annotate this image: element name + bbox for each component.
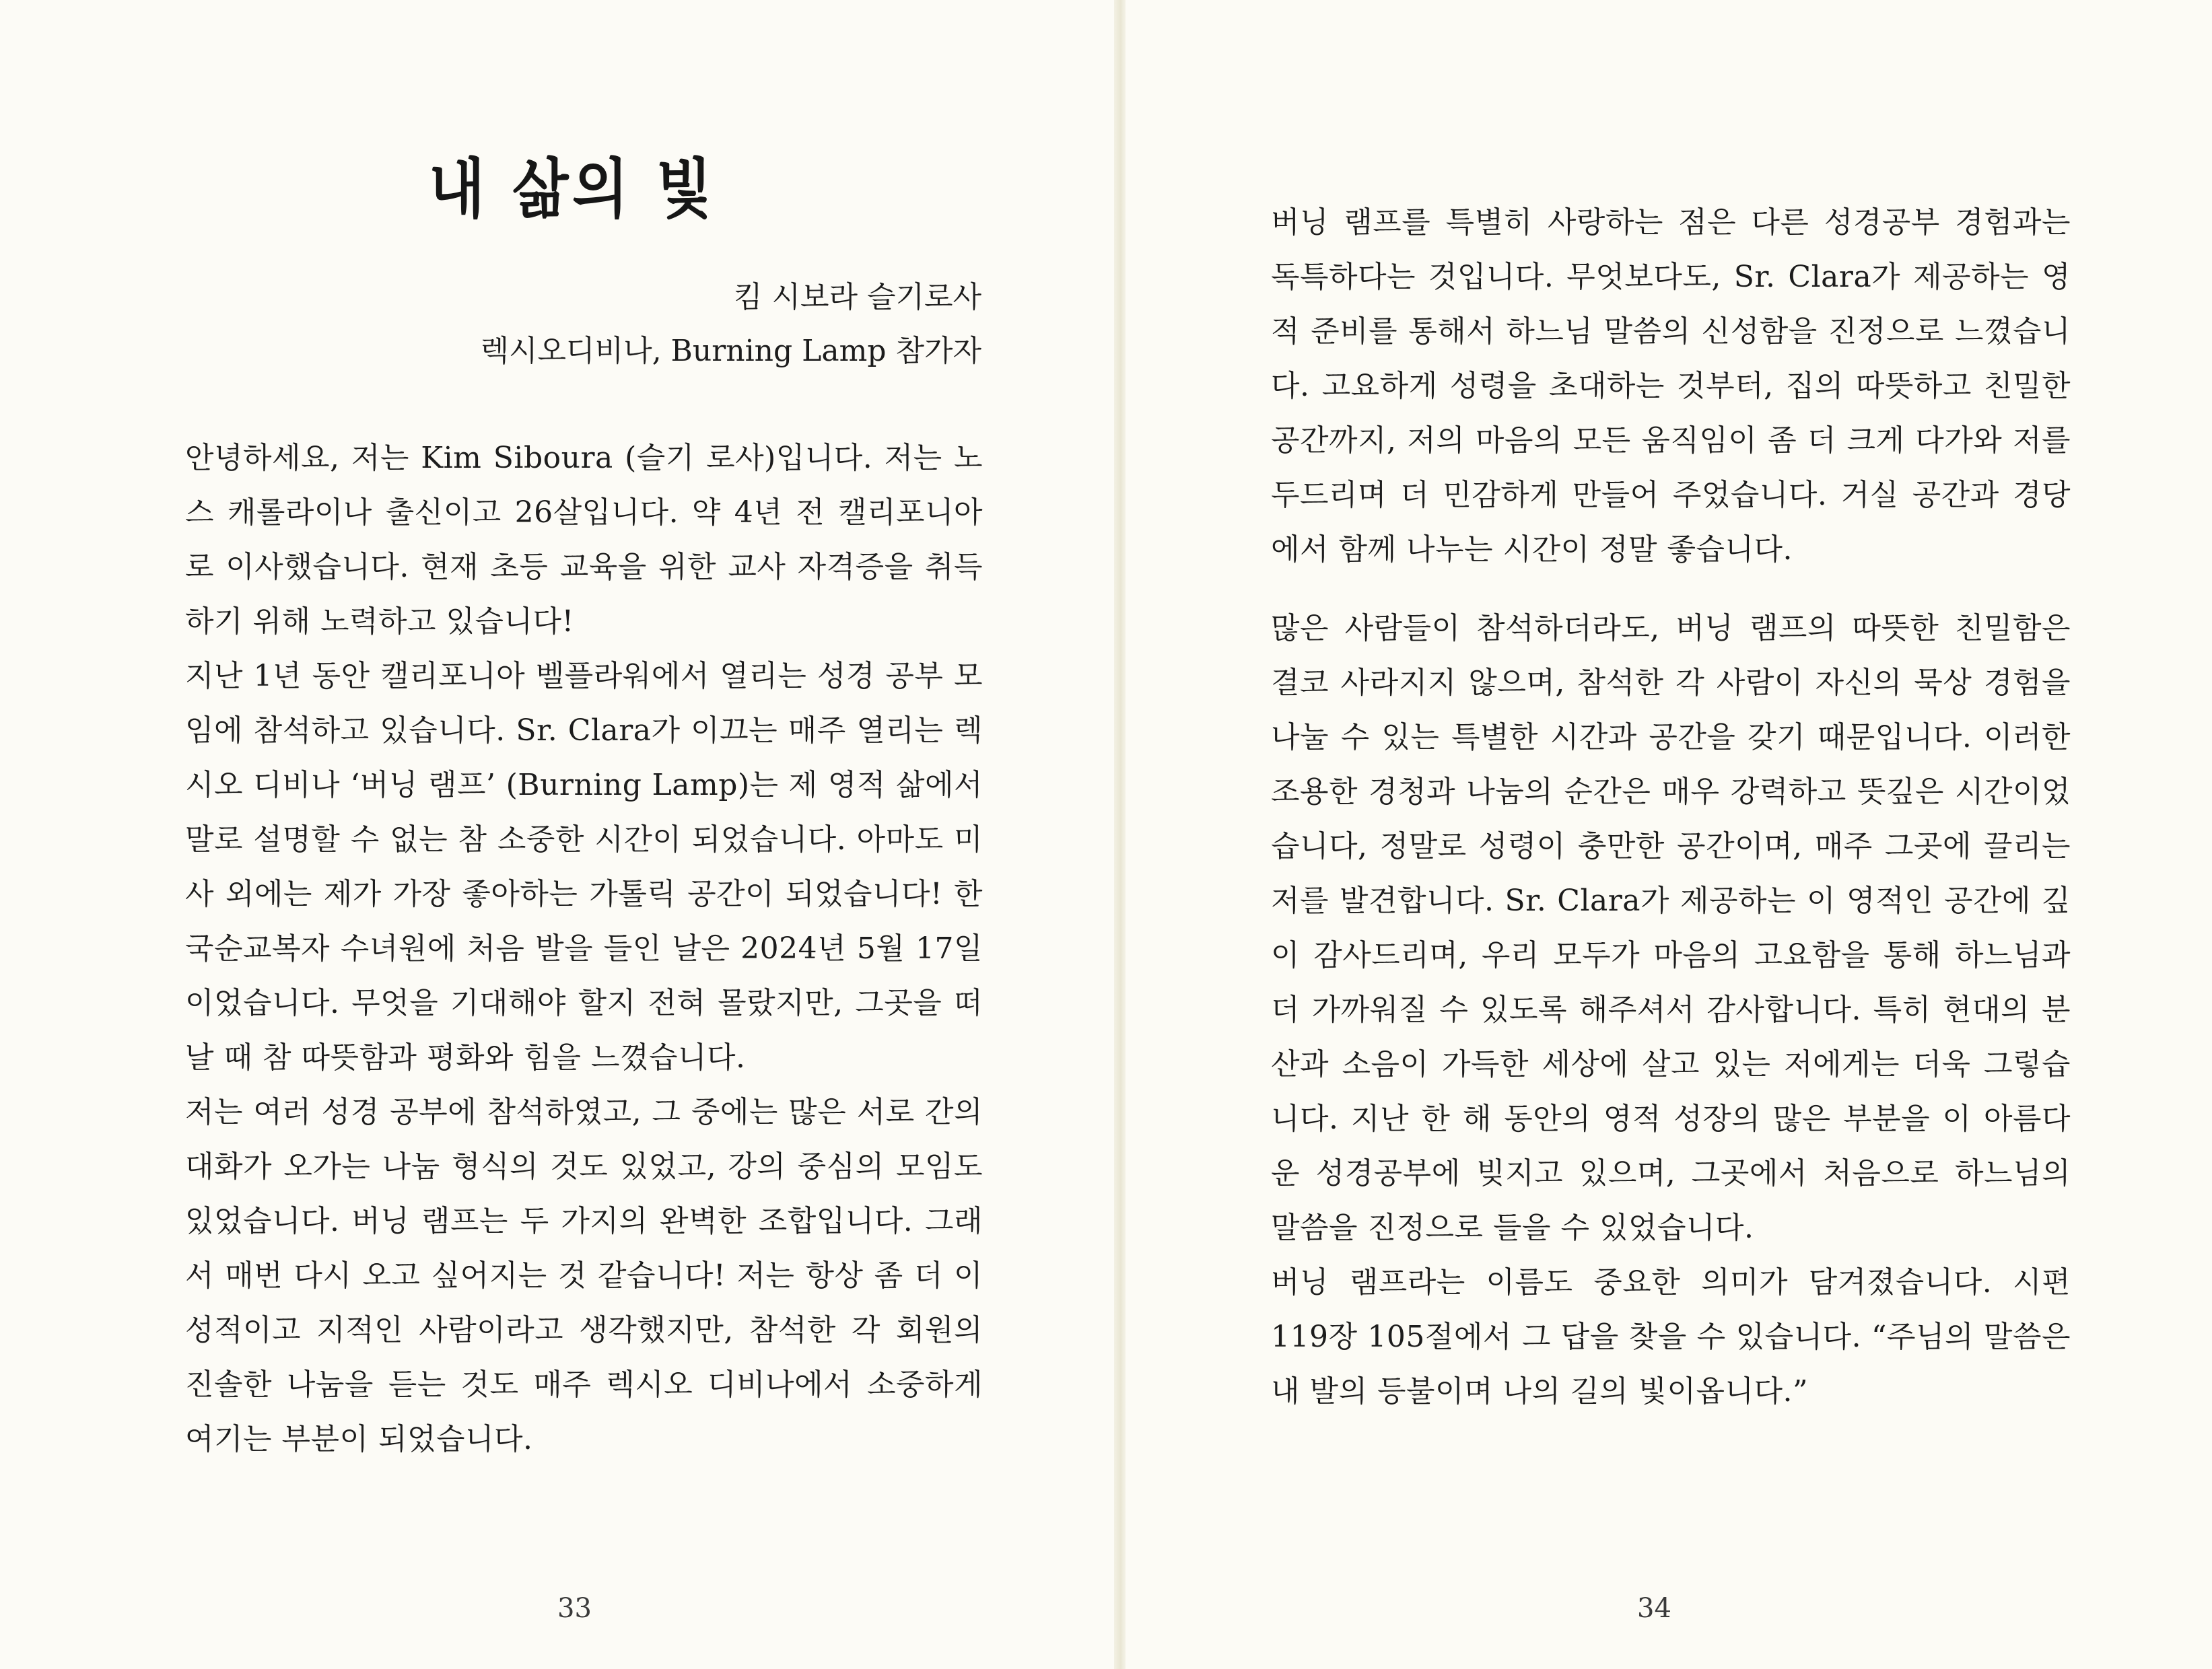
paragraph: 버닝 램프를 특별히 사랑하는 점은 다른 성경공부 경험과는 독특하다는 것입니다. 무엇보다도, Sr. Clara가 제공하는 영적 준비를 통해서 하느님 말씀의 신성함을 진정으로 느꼈습니다. 고요하게 성령을 초대하는 것부터, 집의 따뜻하고 친밀한 공간까지, 저의 마음의 모든 움직임이 좀 더 크게 다가와 저를 두드리며 더 민감하게 만들어 주었습니다. 거실 공간과 경당에서 함께 나누는 시간이 정말 좋습니다. (1271, 205, 2071, 567)
author-name: 킴 시보라 슬기로사 (733, 280, 981, 314)
right-page-body (1271, 195, 2071, 1419)
page-number: 34 (1637, 1593, 1671, 1624)
paragraph: 버닝 램프라는 이름도 중요한 의미가 담겨졌습니다. 시편 119장 105절에서 그 답을 찾을 수 있습니다. “주님의 말씀은 내 발의 등불이며 나의 길의 빛이옵니다.” (1271, 1265, 2071, 1409)
left-page-body (185, 431, 983, 1466)
paragraph: 저는 여러 성경 공부에 참석하였고, 그 중에는 많은 서로 간의 대화가 오가는 나눔 형식의 것도 있었고, 강의 중심의 모임도 있었습니다. 버닝 램프는 두 가지의 완벽한 조합입니다. 그래서 매번 다시 오고 싶어지는 것 같습니다! 저는 항상 좀 더 이성적이고 지적인 사람이라고 생각했지만, 참석한 각 회원의 진솔한 나눔을 듣는 것도 매주 렉시오 디비나에서 소중하게 여기는 부분이 되었습니다. (185, 1095, 983, 1456)
author-role: 렉시오디비나, Burning Lamp 참가자 (480, 334, 981, 368)
page-title: 내 삶의 빛 (428, 151, 716, 227)
paragraph: 안녕하세요, 저는 Kim Siboura (슬기 로사)입니다. 저는 노스 캐롤라이나 출신이고 26살입니다. 약 4년 전 캘리포니아로 이사했습니다. 현재 초등 교육을 위한 교사 자격증을 취득하기 위해 노력하고 있습니다! (185, 441, 983, 639)
paragraph: 지난 1년 동안 캘리포니아 벨플라워에서 열리는 성경 공부 모임에 참석하고 있습니다. Sr. Clara가 이끄는 매주 열리는 렉시오 디비나 ‘버닝 램프’ (Burning Lamp)는 제 영적 삶에서 말로 설명할 수 없는 참 소중한 시간이 되었습니다. 아마도 미사 외에는 제가 가장 좋아하는 가톨릭 공간이 되었습니다! 한국순교복자 수녀원에 처음 발을 들인 날은 2024년 5월 17일이었습니다. 무엇을 기대해야 할지 전혀 몰랐지만, 그곳을 떠날 때 참 따뜻함과 평화와 힘을 느꼈습니다. (185, 659, 983, 1075)
paragraph: 많은 사람들이 참석하더라도, 버닝 램프의 따뜻한 친밀함은 결코 사라지지 않으며, 참석한 각 사람이 자신의 묵상 경험을 나눌 수 있는 특별한 시간과 공간을 갖기 때문입니다. 이러한 조용한 경청과 나눔의 순간은 매우 강력하고 뜻깊은 시간이었습니다, 정말로 성령이 충만한 공간이며, 매주 그곳에 끌리는 저를 발견합니다. Sr. Clara가 제공하는 이 영적인 공간에 깊이 감사드리며, 우리 모두가 마음의 고요함을 통해 하느님과 더 가까워질 수 있도록 해주셔서 감사합니다. 특히 현대의 분산과 소음이 가득한 세상에 살고 있는 저에게는 더욱 그렇습니다. 지난 한 해 동안의 영적 성장의 많은 부분을 이 아름다운 성경공부에 빚지고 있으며, 그곳에서 처음으로 하느님의 말씀을 진정으로 들을 수 있었습니다. (1271, 611, 2071, 1245)
page-number: 33 (557, 1593, 592, 1624)
